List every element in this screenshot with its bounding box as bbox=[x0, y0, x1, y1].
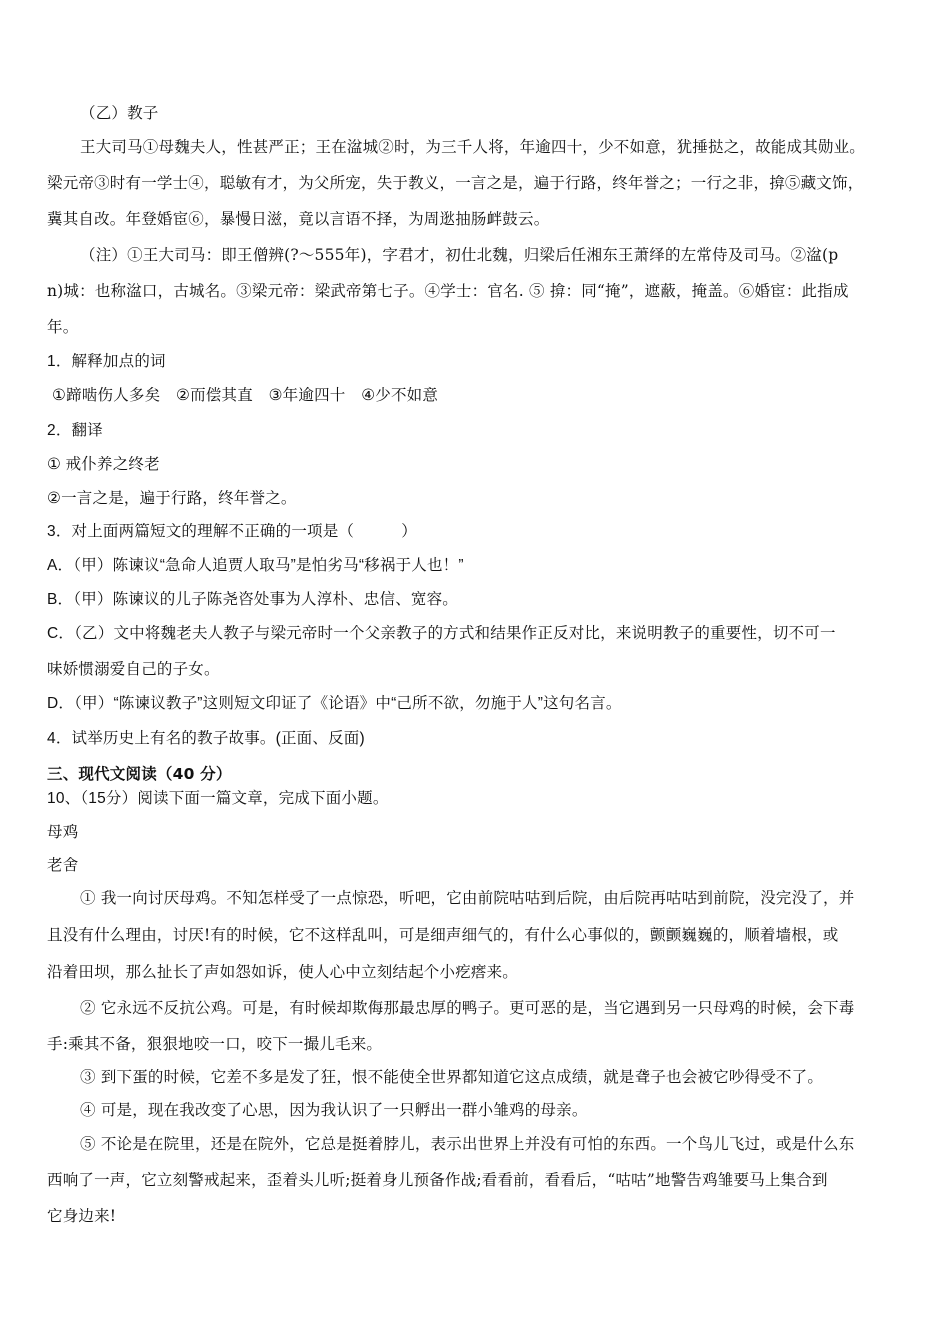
question-3: 3．对上面两篇短文的理解不正确的一项是（ ） bbox=[47, 523, 417, 540]
passage-line: 王大司马①母魏夫人，性甚严正；王在湓城②时，为三千人将，年逾四十，少不如意，犹捶挞之，故能成其勋业。 bbox=[80, 138, 866, 156]
option-c-cont: 味娇惯溺爱自己的子女。 bbox=[47, 661, 220, 678]
article-paragraph-line: ③ 到下蛋的时候，它差不多是发了狂，恨不能使全世界都知道它这点成绩，就是聋子也会被它吵得受不了。 bbox=[80, 1068, 824, 1086]
article-paragraph-line: 手:乘其不备，狠狠地咬一口，咬下一撮儿毛来。 bbox=[47, 1035, 383, 1053]
passage-line: 冀其自改。年登婚宦⑥，暴慢日滋，竟以言语不择，为周逖抽肠衅鼓云。 bbox=[47, 210, 550, 228]
passage-line: 梁元帝③时有一学士④，聪敏有才，为父所宠，失于教义，一言之是，遍于行路，终年誉之；一行之非，揜⑤藏文饰， bbox=[47, 174, 864, 192]
section-heading: 三、现代文阅读（40 分） bbox=[47, 765, 232, 783]
article-paragraph-line: ① 我一向讨厌母鸡。不知怎样受了一点惊恐，听吧，它由前院咕咕到后院，由后院再咕咕到前院，没完没了，并 bbox=[80, 889, 855, 907]
question-4: 4．试举历史上有名的教子故事。(正面、反面) bbox=[47, 730, 365, 747]
option-d: D．（甲）“陈谏议教子”这则短文印证了《论语》中“己所不欲，勿施于人”这句名言。 bbox=[47, 695, 622, 712]
article-paragraph-line: ⑤ 不论是在院里，还是在院外，它总是挺着脖儿，表示出世界上并没有可怕的东西。一个鸟儿飞过，或是什么东 bbox=[80, 1135, 855, 1153]
passage-note: n)城：也称湓口，古城名。③梁元帝：梁武帝第七子。④学士：官名. ⑤ 揜：同“掩”，遮蔽，掩盖。⑥婚宦：此指成 bbox=[47, 282, 849, 300]
passage-note: 年。 bbox=[47, 318, 79, 336]
option-b: B．（甲）陈谏议的儿子陈尧咨处事为人淳朴、忠信、宽容。 bbox=[47, 591, 458, 608]
article-paragraph-line: 沿着田坝，那么扯长了声如怨如诉，使人心中立刻结起个小疙瘩来。 bbox=[47, 963, 519, 981]
question-1: 1．解释加点的词 bbox=[47, 353, 166, 370]
question-10: 10、（15分）阅读下面一篇文章，完成下面小题。 bbox=[47, 790, 389, 807]
article-title: 母鸡 bbox=[47, 823, 79, 841]
question-2-item-2: ②一言之是，遍于行路，终年誉之。 bbox=[47, 490, 297, 507]
article-paragraph-line: 它身边来! bbox=[47, 1207, 117, 1225]
question-1-items: ①蹄啮伤人多矣 ②而偿其直 ③年逾四十 ④少不如意 bbox=[52, 387, 439, 404]
article-paragraph-line: ④ 可是，现在我改变了心思，因为我认识了一只孵出一群小雏鸡的母亲。 bbox=[80, 1101, 588, 1119]
option-a: A．（甲）陈谏议“急命人追贾人取马”是怕劣马“移祸于人也！” bbox=[47, 557, 464, 574]
passage-note: （注）①王大司马：即王僧辨(?～555年)，字君才，初仕北魏，归梁后任湘东王萧绎的左常侍及司马。②湓(p bbox=[80, 246, 839, 264]
article-paragraph-line: 且没有什么理由，讨厌!有的时候，它不这样乱叫，可是细声细气的，有什么心事似的，颤颤巍巍的，顺着墙根，或 bbox=[47, 926, 839, 944]
article-paragraph-line: 西响了一声，它立刻警戒起来，歪着头儿听;挺着身儿预备作战;看看前，看看后，“咕咕”地警告鸡雏要马上集合到 bbox=[47, 1171, 828, 1189]
option-c: C．（乙）文中将魏老夫人教子与梁元帝时一个父亲教子的方式和结果作正反对比，来说明教子的重要性，切不可一 bbox=[47, 625, 836, 642]
article-author: 老舍 bbox=[47, 856, 79, 874]
passage-yi-title: （乙）教子 bbox=[80, 104, 159, 122]
question-2-item-1: ① 戒仆养之终老 bbox=[47, 456, 160, 473]
question-2: 2．翻译 bbox=[47, 422, 103, 439]
article-paragraph-line: ② 它永远不反抗公鸡。可是，有时候却欺侮那最忠厚的鸭子。更可恶的是，当它遇到另一只母鸡的时候，会下毒 bbox=[80, 999, 855, 1017]
